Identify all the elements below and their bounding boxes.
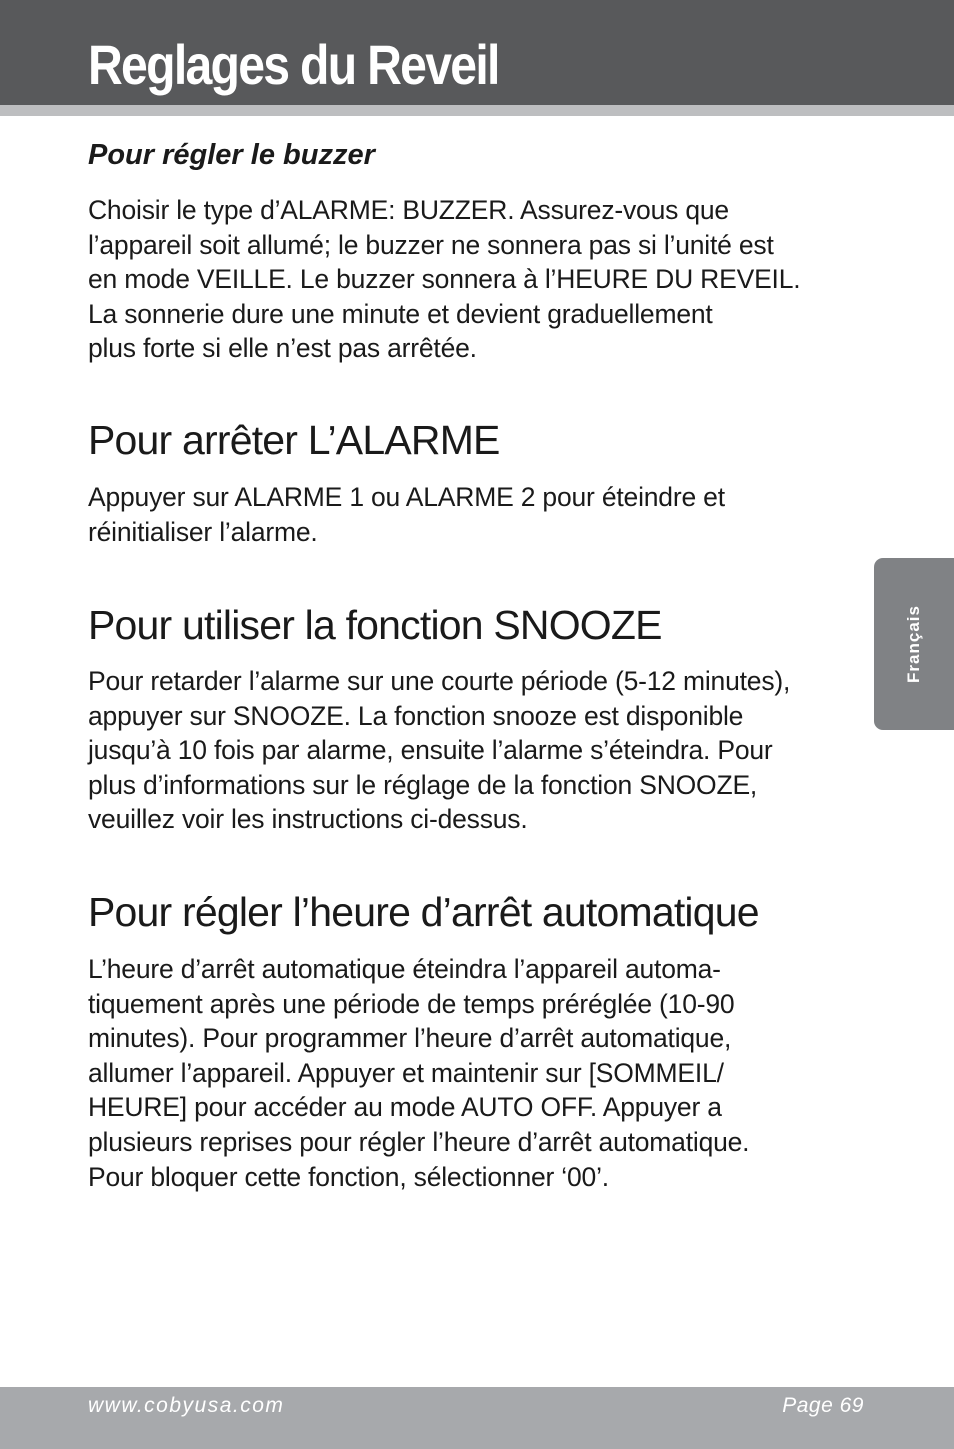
body-line: veuillez voir les instructions ci-dessus. [88,804,528,835]
body-line: appuyer sur SNOOZE. La fonction snooze est disponible [88,700,744,731]
body-line: Pour bloquer cette fonction, sélectionner ‘00’. [88,1161,609,1192]
language-tab [874,558,954,730]
language-tab-label: Français [904,605,923,683]
footer-url: www.cobyusa.com [88,1394,285,1417]
body-line: plus forte si elle n’est pas arrêtée. [88,333,477,364]
body-line: jusqu’à 10 fois par alarme, ensuite l’alarme s’éteindra. Pour [88,735,773,766]
section-body-buzzer [88,193,878,366]
body-line: minutes). Pour programmer l’heure d’arrêt automatique, [88,1023,732,1054]
body-line: L’heure d’arrêt automatique éteindra l’appareil automa- [88,954,721,984]
body-line: plus d’informations sur le réglage de la fonction SNOOZE, [88,769,758,800]
section-heading-auto-off: Pour régler l’heure d’arrêt automatique [88,889,759,935]
section-heading-snooze: Pour utiliser la fonction SNOOZE [88,602,662,648]
section-body-snooze [88,664,878,837]
body-line: La sonnerie dure une minute et devient graduellement [88,298,713,329]
body-line: réinitialiser l’alarme. [88,516,318,547]
section-heading-stop-alarm: Pour arrêter L’ALARME [88,417,500,463]
header-rule [0,105,954,116]
body-line: allumer l’appareil. Appuyer et maintenir sur [SOMMEIL/ [88,1057,724,1088]
body-line: en mode VEILLE. Le buzzer sonnera à l’HEURE DU REVEIL. [88,264,801,295]
section-body-auto-off [88,952,878,1194]
body-line: plusieurs reprises pour régler l’heure d’arrêt automatique. [88,1126,750,1157]
body-line: Pour retarder l’alarme sur une courte période (5-12 minutes), [88,666,791,696]
body-line: Choisir le type d’ALARME: BUZZER. Assurez-vous que [88,195,729,225]
body-line: HEURE] pour accéder au mode AUTO OFF. Appuyer a [88,1092,722,1123]
section-heading-buzzer: Pour régler le buzzer [88,139,375,171]
body-line: l’appareil soit allumé; le buzzer ne sonnera pas si l’unité est [88,229,774,260]
page-title: Reglages du Reveil [88,33,499,96]
section-body-stop-alarm [88,480,878,549]
body-line: Appuyer sur ALARME 1 ou ALARME 2 pour éteindre et [88,482,725,512]
body-line: tiquement après une période de temps préréglée (10-90 [88,988,735,1019]
page-number: Page 69 [782,1394,864,1417]
